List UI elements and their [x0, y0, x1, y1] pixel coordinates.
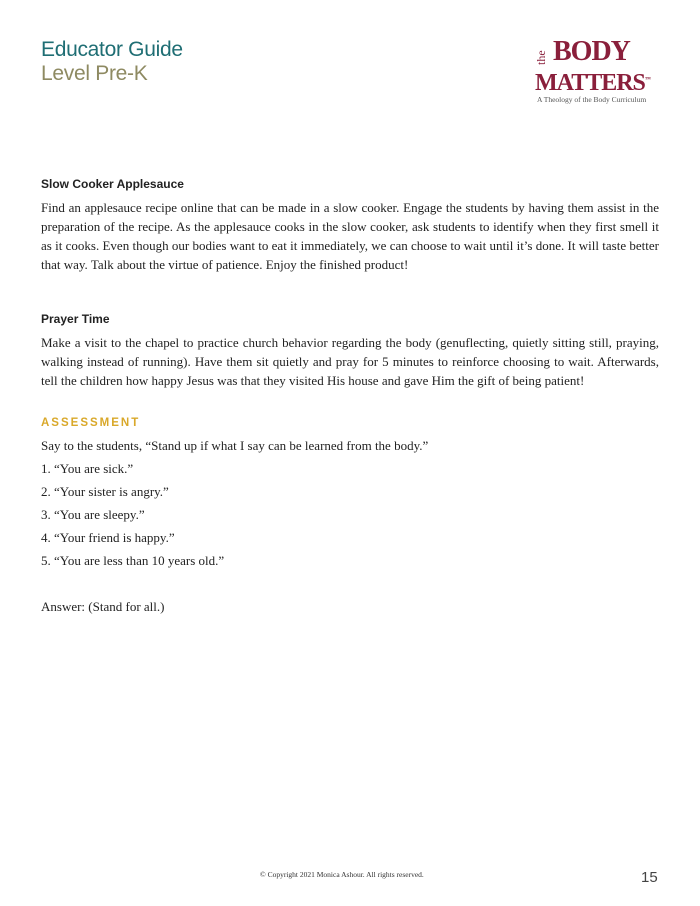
guide-level: Level Pre-K [41, 62, 148, 85]
assessment-intro: Say to the students, “Stand up if what I say can be learned from the body.” [41, 438, 429, 453]
assessment-item: 4. “Your friend is happy.” [41, 530, 175, 545]
assessment-item: 1. “You are sick.” [41, 461, 134, 476]
body-matters-logo [533, 38, 665, 106]
section-text: Find an applesauce recipe online that can be made in a slow cooker. Engage the students by having them assist in the preparation of the recipe. As the applesauce cooks in the slow cooker, ask students to identify when they first smell it as it cooks. Even though our bodies want to eat it immediately, we can choose to wait until it’s done. It will taste better that way. Talk about the virtue of patience. Enjoy the finished product! [41, 200, 659, 272]
assessment-heading: ASSESSMENT [41, 417, 141, 429]
assessment-item: 3. “You are sleepy.” [41, 507, 145, 522]
assessment-item: 2. “Your sister is angry.” [41, 484, 169, 499]
page-number: 15 [641, 869, 658, 886]
section-text: Make a visit to the chapel to practice church behavior regarding the body (genuflecting, quietly sitting still, praying, walking instead of running). Have them sit quietly and pray for 5 minutes to reinforce choosing to wait. Afterwards, tell the children how happy Jesus was that they visited His house and gave Him the gift of being patient! [41, 335, 659, 388]
copyright: © Copyright 2021 Monica Ashour. All rights reserved. [260, 870, 424, 879]
section-heading: Prayer Time [41, 312, 110, 326]
logo-tm: ™ [644, 77, 650, 83]
logo-matters-text: MATTERS [535, 70, 645, 96]
section-heading: Slow Cooker Applesauce [41, 177, 184, 191]
logo-tagline: A Theology of the Body Curriculum [537, 95, 647, 104]
assessment-item: 5. “You are less than 10 years old.” [41, 553, 225, 568]
logo-body: BODY [553, 36, 630, 67]
page-content [41, 177, 659, 622]
logo-the: the [534, 50, 548, 65]
guide-title: Educator Guide [41, 38, 183, 61]
logo-matters [535, 68, 650, 95]
assessment-answer: Answer: (Stand for all.) [41, 599, 165, 614]
